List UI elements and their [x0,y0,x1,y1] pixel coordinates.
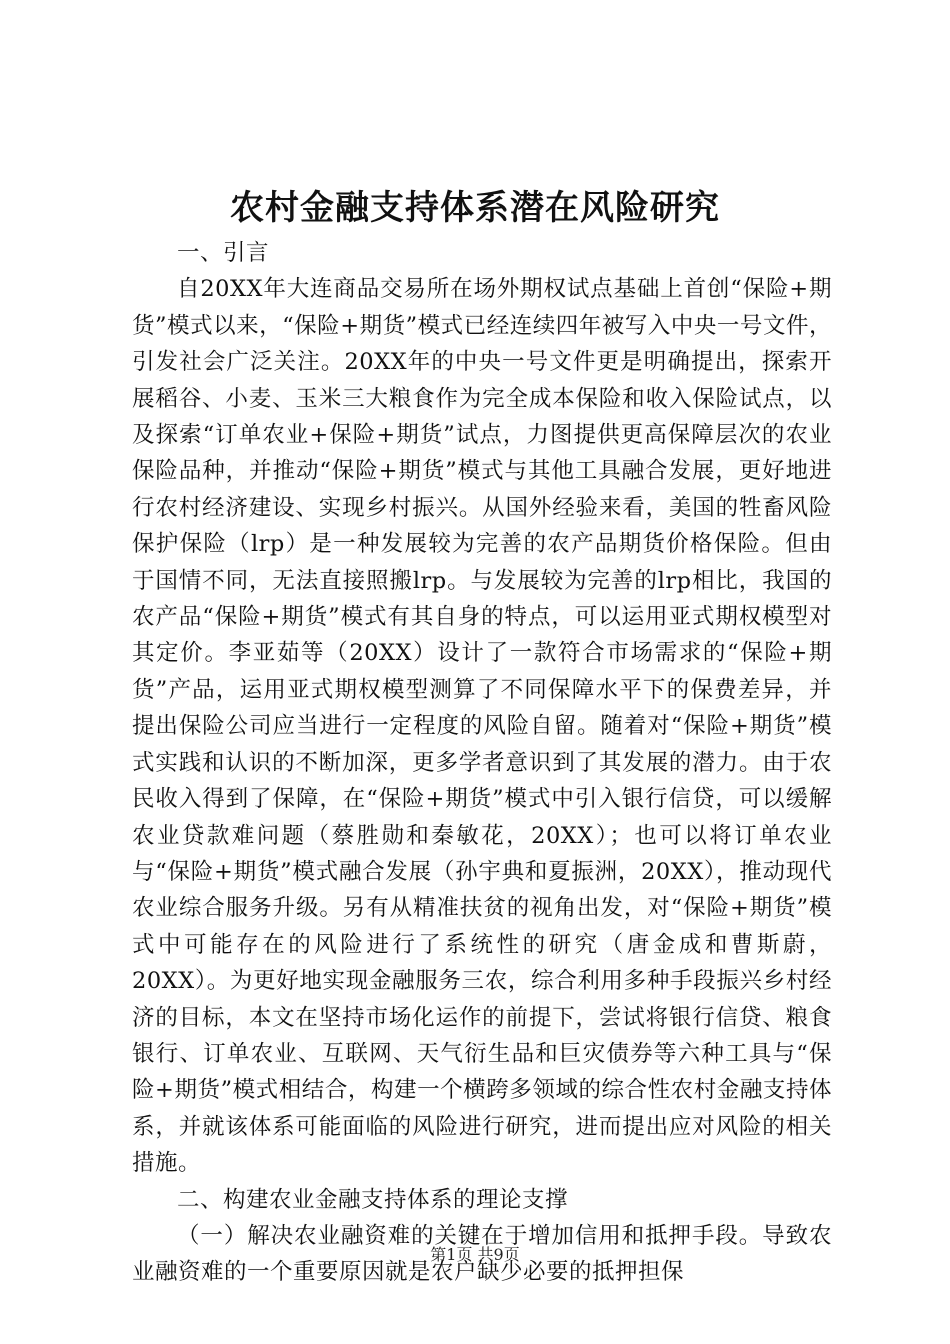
body-paragraph: （一）解决农业融资难的关键在于增加信用和抵押手段。导致农业融资难的一个重要原因就是农户缺少必要的抵押担保 [132,1222,832,1286]
body-paragraph: 自20XX年大连商品交易所在场外期权试点基础上首创“保险+期货”模式以来，“保险+期货”模式已经连续四年被写入中央一号文件，引发社会广泛关注。20XX年的中央一号文件更是明确提出，探索开展稻谷、小麦、玉米三大粮食作为完全成本保险和收入保险试点，以及探索“订单农业+保险+期货”试点，力图提供更高保障层次的农业保险品种，并推动“保险+期货”模式与其他工具融合发展，更好地进行农村经济建设、实现乡村振兴。从国外经验来看，美国的牲畜风险保护保险（lrp）是一种发展较为完善的农产品期货价格保险。但由于国情不同，无法直接照搬lrp。与发展较为完善的lrp相比，我国的农产品“保险+期货”模式有其自身的特点，可以运用亚式期权模型对其定价。李亚茹等（20XX）设计了一款符合市场需求的“保险+期货”产品，运用亚式期权模型测算了不同保障水平下的保费差异，并提出保险公司应当进行一定程度的风险自留。随着对“保险+期货”模式实践和认识的不断加深，更多学者意识到了其发展的潜力。由于农民收入得到了保障，在“保险+期货”模式中引入银行信贷，可以缓解农业贷款难问题（蔡胜勋和秦敏花，20XX）；也可以将订单农业与“保险+期货”模式融合发展（孙宇典和夏振洲，20XX），推动现代农业综合服务升级。另有从精准扶贫的视角出发，对“保险+期货”模式中可能存在的风险进行了系统性的研究（唐金成和曹斯蔚，20XX）。为更好地实现金融服务三农，综合利用多种手段振兴乡村经济的目标，本文在坚持市场化运作的前提下，尝试将银行信贷、粮食银行、订单农业、互联网、天气衍生品和巨灾债券等六种工具与“保险+期货”模式相结合，构建一个横跨多领域的综合性农村金融支持体系，并就该体系可能面临的风险进行研究，进而提出应对风险的相关措施。 [132,276,832,1177]
section-heading-introduction: 一、引言 [177,240,270,266]
document-title: 农村金融支持体系潜在风险研究 [230,188,720,228]
section-heading-theory: 二、构建农业金融支持体系的理论支撑 [177,1186,569,1213]
document-body [132,235,832,1291]
page-number-footer: 第1页 共9页 [430,1245,520,1264]
